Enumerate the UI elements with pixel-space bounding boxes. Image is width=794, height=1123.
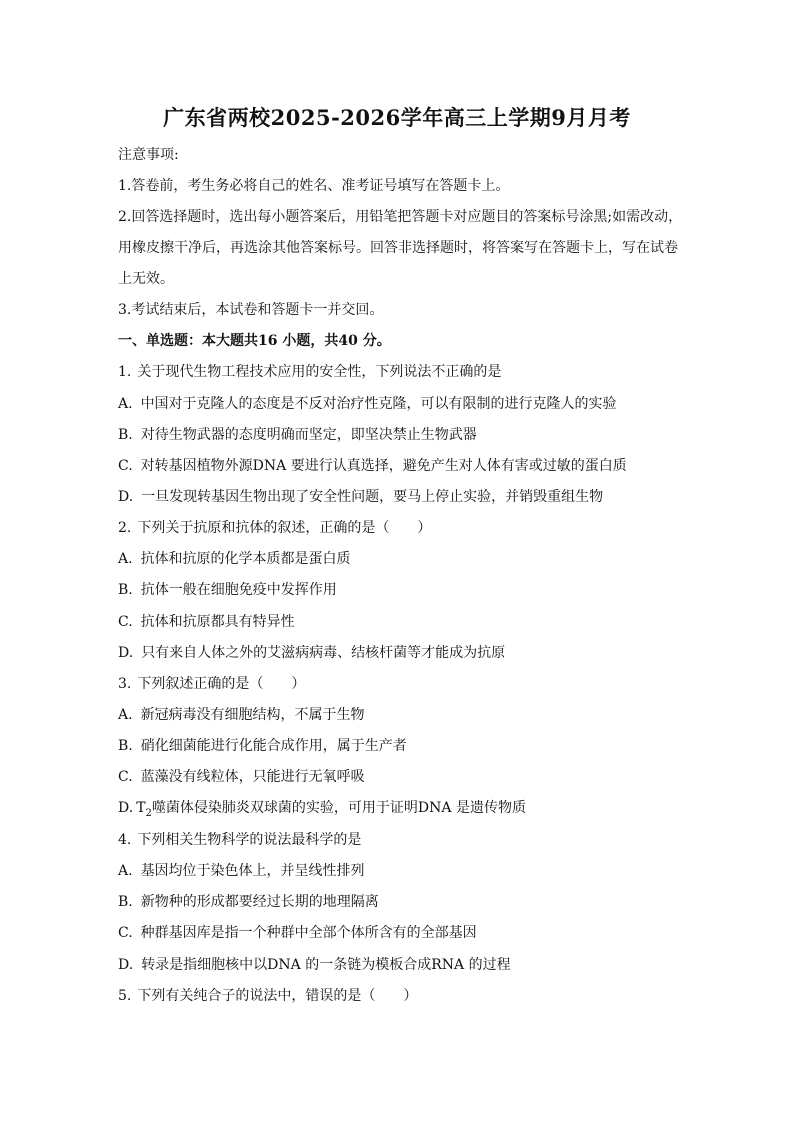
option-label: B. [118, 894, 133, 910]
notice-item-2-line-1: 2.回答选择题时，选出每小题答案后，用铅笔把答题卡对应题目的答案标号涂黑;如需改动， [118, 209, 683, 225]
option-text: 抗体和抗原都具有特异性 [140, 614, 295, 630]
question-option [118, 923, 477, 943]
notice-item-1: 1.答卷前，考生务必将自己的姓名、准考证号填写在答题卡上。 [118, 178, 510, 194]
question-text: 关于现代生物工程技术应用的安全性，下列说法不正确的是 [137, 364, 502, 380]
option-text: 抗体和抗原的化学本质都是蛋白质 [140, 551, 351, 567]
question-option [118, 798, 526, 818]
question-number: 3. [118, 676, 132, 692]
question-option [118, 425, 477, 445]
option-label: D. [118, 957, 134, 973]
question-option [118, 612, 295, 632]
section-heading: 一、单选题：本大题共16 小题，共40 分。 [118, 333, 391, 349]
option-text: 噬菌体侵染肺炎双球菌的实验，可用于证明DNA 是遗传物质 [151, 800, 526, 816]
option-text: 蓝藻没有线粒体，只能进行无氧呼吸 [140, 769, 365, 785]
option-label: B. [118, 427, 133, 443]
question-option [118, 736, 407, 756]
question-text: 下列关于抗原和抗体的叙述，正确的是（ ） [137, 520, 432, 536]
option-label: D. [118, 800, 134, 816]
option-label: A. [118, 396, 133, 412]
option-label: A. [118, 707, 133, 723]
option-text: 对待生物武器的态度明确而坚定，即坚决禁止生物武器 [140, 427, 477, 443]
notice-item-2-line-3: 上无效。 [118, 271, 174, 287]
option-label: B. [118, 582, 133, 598]
question-option [118, 549, 351, 569]
question-stem [118, 986, 417, 1006]
option-text: 硝化细菌能进行化能合成作用，属于生产者 [140, 738, 407, 754]
question-text: 下列叙述正确的是（ ） [137, 676, 306, 692]
question-stem [118, 362, 501, 382]
option-label: C. [118, 925, 133, 941]
question-option [118, 487, 603, 507]
exam-title: 广东省两校2025-2026学年高三上学期9月月考 [163, 105, 631, 130]
notice-heading: 注意事项: [118, 147, 179, 163]
option-text: 中国对于克隆人的态度是不反对治疗性克隆，可以有限制的进行克隆人的实验 [140, 396, 617, 412]
question-option [118, 767, 365, 787]
question-option [118, 705, 365, 725]
option-label: D. [118, 489, 134, 505]
question-option [118, 861, 365, 881]
option-text: 抗体一般在细胞免疫中发挥作用 [140, 582, 337, 598]
question-stem [118, 674, 305, 694]
question-number: 2. [118, 520, 132, 536]
question-number: 1. [118, 364, 132, 380]
question-option [118, 955, 511, 975]
question-option [118, 580, 337, 600]
question-number: 5. [118, 988, 132, 1004]
option-label: A. [118, 551, 133, 567]
question-option [118, 394, 617, 414]
option-text: 转录是指细胞核中以DNA 的一条链为模板合成RNA 的过程 [141, 957, 511, 973]
notice-item-2-line-2: 用橡皮擦干净后，再选涂其他答案标号。回答非选择题时，将答案写在答题卡上，写在试卷 [118, 240, 678, 256]
option-text: 种群基因库是指一个种群中全部个体所含有的全部基因 [140, 925, 477, 941]
option-label: C. [118, 614, 133, 630]
option-text: 对转基因植物外源DNA 要进行认真选择，避免产生对人体有害或过敏的蛋白质 [140, 458, 627, 474]
option-text: 只有来自人体之外的艾滋病病毒、结核杆菌等才能成为抗原 [141, 645, 506, 661]
question-text: 下列有关纯合子的说法中，错误的是（ ） [137, 988, 418, 1004]
option-label: C. [118, 458, 133, 474]
option-text-prefix: T [136, 800, 146, 816]
question-text: 下列相关生物科学的说法最科学的是 [137, 832, 362, 848]
option-text: 新物种的形成都要经过长期的地理隔离 [140, 894, 379, 910]
option-label: C. [118, 769, 133, 785]
option-text: 基因均位于染色体上，并呈线性排列 [140, 863, 365, 879]
option-text: 一旦发现转基因生物出现了安全性问题，要马上停止实验，并销毁重组生物 [141, 489, 604, 505]
question-option [118, 892, 379, 912]
question-number: 4. [118, 832, 132, 848]
option-text-subscript: 2 [145, 807, 152, 819]
question-option [118, 456, 627, 476]
question-stem [118, 830, 361, 850]
option-text: 新冠病毒没有细胞结构，不属于生物 [140, 707, 365, 723]
option-label: B. [118, 738, 133, 754]
notice-item-3: 3.考试结束后，本试卷和答题卡一并交回。 [118, 302, 384, 318]
option-label: A. [118, 863, 133, 879]
question-stem [118, 518, 431, 538]
option-label: D. [118, 645, 134, 661]
question-option [118, 643, 505, 663]
